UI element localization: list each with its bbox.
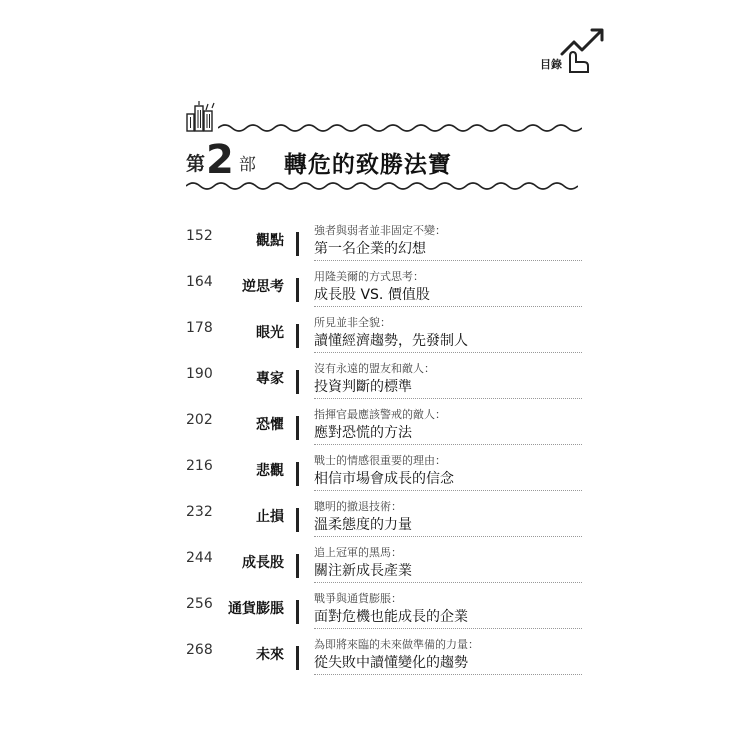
part-header (186, 139, 452, 185)
dotted-divider (314, 536, 582, 537)
part-suffix: 部 (238, 154, 256, 175)
dotted-divider (314, 628, 582, 629)
part-title: 轉危的致勝法寶 (283, 151, 452, 178)
entry-separator-bar (296, 508, 299, 532)
wavy-divider-top (218, 122, 582, 134)
entry-title: 從失敗中讀懂變化的趨勢 (314, 655, 468, 671)
toc-badge[interactable] (540, 24, 610, 76)
entry-page-number: 268 (186, 642, 213, 658)
entry-page-number: 244 (186, 550, 213, 566)
toc-entry[interactable] (186, 494, 582, 540)
entry-title: 應對恐慌的方法 (314, 425, 412, 441)
entry-category: 止損 (256, 509, 284, 525)
entry-category: 眼光 (256, 325, 284, 341)
entry-subtitle: 為即將來臨的未來做準備的力量： (314, 638, 479, 651)
city-buildings-icon (186, 100, 218, 132)
part-number: 2 (206, 137, 234, 183)
entry-title: 讀懂經濟趨勢，先發制人 (314, 333, 468, 349)
dotted-divider (314, 260, 582, 261)
toc-entry[interactable] (186, 540, 582, 586)
dotted-divider (314, 444, 582, 445)
entry-subtitle: 所見並非全貌： (314, 316, 391, 329)
entry-separator-bar (296, 324, 299, 348)
entry-page-number: 256 (186, 596, 213, 612)
entry-subtitle: 指揮官最應該警戒的敵人： (314, 408, 446, 421)
entry-subtitle: 追上冠軍的黑馬： (314, 546, 402, 559)
entry-page-number: 216 (186, 458, 213, 474)
entry-page-number: 232 (186, 504, 213, 520)
entry-page-number: 178 (186, 320, 213, 336)
entry-separator-bar (296, 462, 299, 486)
entry-title: 第一名企業的幻想 (314, 241, 426, 257)
entry-category: 悲觀 (256, 463, 284, 479)
entry-page-number: 190 (186, 366, 213, 382)
entry-title: 相信市場會成長的信念 (314, 471, 454, 487)
entry-subtitle: 強者與弱者並非固定不變： (314, 224, 446, 237)
wavy-divider-bottom (186, 180, 578, 192)
entry-subtitle: 戰士的情感很重要的理由： (314, 454, 446, 467)
entry-category: 觀點 (256, 233, 284, 249)
entry-separator-bar (296, 232, 299, 256)
dotted-divider (314, 306, 582, 307)
toc-entry[interactable] (186, 264, 582, 310)
toc-label: 目錄 (540, 58, 562, 71)
entry-page-number: 152 (186, 228, 213, 244)
part-prefix: 第 (186, 152, 206, 175)
toc-entry[interactable] (186, 448, 582, 494)
toc-entry[interactable] (186, 402, 582, 448)
entry-category: 逆思考 (242, 279, 284, 295)
entry-separator-bar (296, 370, 299, 394)
toc-entry[interactable] (186, 218, 582, 264)
entry-separator-bar (296, 416, 299, 440)
entry-separator-bar (296, 600, 299, 624)
toc-entry[interactable] (186, 586, 582, 632)
entry-category: 通貨膨脹 (228, 601, 284, 617)
toc-entry[interactable] (186, 310, 582, 356)
entry-title: 溫柔態度的力量 (314, 517, 412, 533)
dotted-divider (314, 352, 582, 353)
entry-category: 未來 (256, 647, 284, 663)
dotted-divider (314, 398, 582, 399)
entry-subtitle: 聰明的撤退技術： (314, 500, 402, 513)
entry-separator-bar (296, 646, 299, 670)
entry-category: 恐懼 (256, 417, 284, 433)
toc-entry[interactable] (186, 356, 582, 402)
entry-separator-bar (296, 554, 299, 578)
dotted-divider (314, 674, 582, 675)
entry-subtitle: 戰爭與通貨膨脹： (314, 592, 402, 605)
entry-title: 投資判斷的標準 (314, 379, 412, 395)
toc-entries (186, 218, 582, 678)
entry-title: 關注新成長產業 (314, 563, 412, 579)
entry-separator-bar (296, 278, 299, 302)
entry-subtitle: 沒有永遠的盟友和敵人： (314, 362, 435, 375)
dotted-divider (314, 582, 582, 583)
entry-title: 面對危機也能成長的企業 (314, 609, 468, 625)
entry-category: 成長股 (242, 555, 284, 571)
entry-title: 成長股 VS. 價值股 (314, 287, 430, 303)
entry-category: 專家 (256, 371, 284, 387)
entry-page-number: 202 (186, 412, 213, 428)
entry-page-number: 164 (186, 274, 213, 290)
entry-subtitle: 用隆美爾的方式思考： (314, 270, 424, 283)
dotted-divider (314, 490, 582, 491)
toc-entry[interactable] (186, 632, 582, 678)
